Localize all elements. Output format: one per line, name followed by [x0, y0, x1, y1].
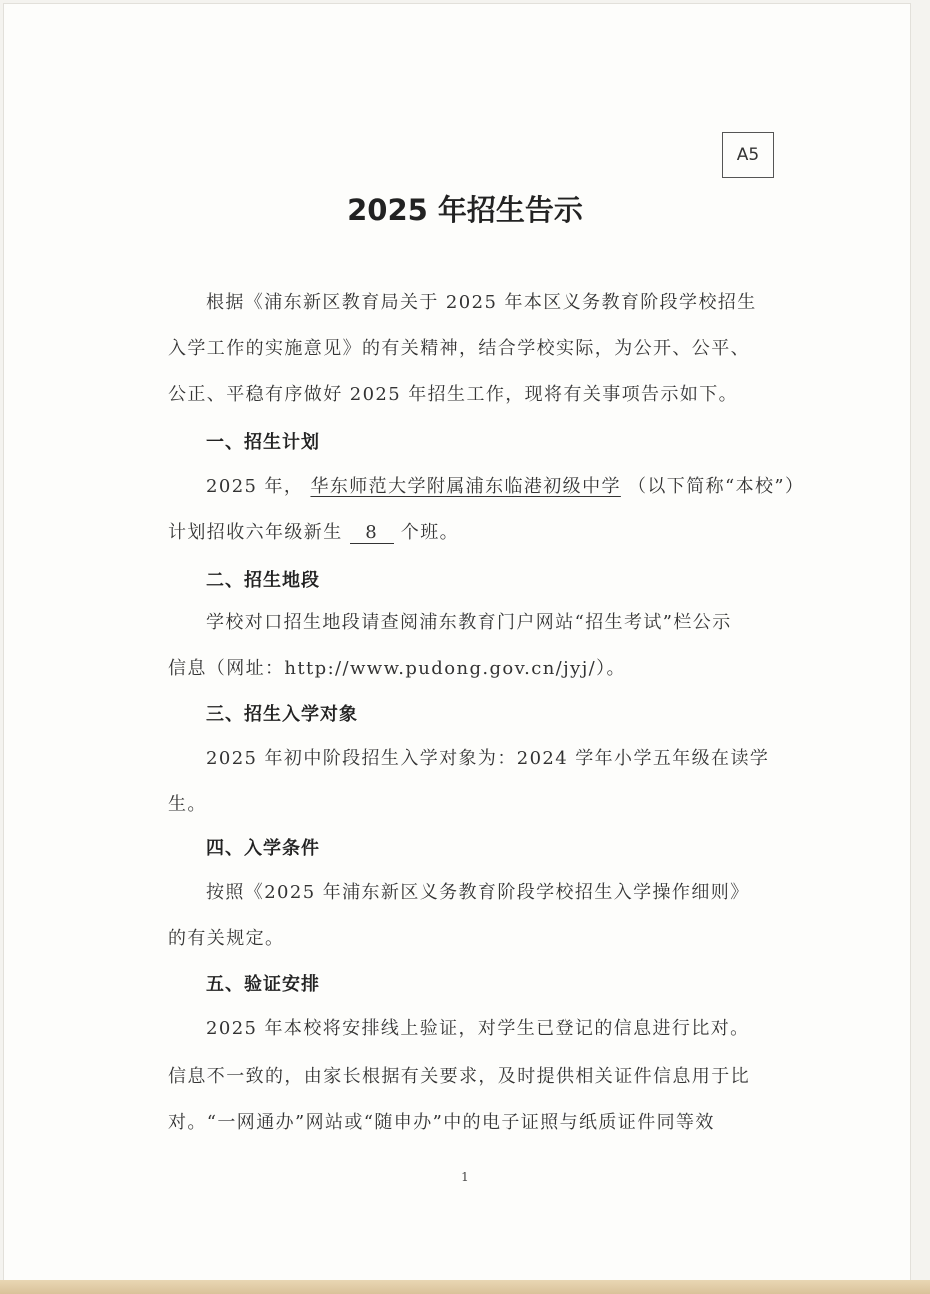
plan-line-2-pre: 计划招收六年级新生 [168, 522, 343, 543]
section-heading-conditions: 四、入学条件 [206, 838, 320, 859]
class-count: 8 [350, 523, 394, 544]
eligibility-line-1: 2025 年初中阶段招生入学对象为：2024 学年小学五年级在读学 [206, 748, 770, 769]
section-heading-eligibility: 三、招生入学对象 [206, 704, 358, 725]
plan-line-2-post: 个班。 [400, 522, 460, 543]
section-heading-district: 二、招生地段 [206, 570, 320, 591]
section-heading-verification: 五、验证安排 [206, 974, 320, 995]
eligibility-line-2: 生。 [168, 794, 207, 815]
page-title: 2025 年招生告示 [347, 193, 583, 227]
district-line-1: 学校对口招生地段请查阅浦东教育门户网站“招生考试”栏公示 [206, 612, 732, 633]
verification-line-3: 对。“一网通办”网站或“随申办”中的电子证照与纸质证件同等效 [168, 1112, 715, 1133]
page-number: 1 [461, 1170, 469, 1184]
plan-year-text: 2025 年， [206, 476, 304, 497]
section-heading-plan: 一、招生计划 [206, 432, 320, 453]
intro-line-3: 公正、平稳有序做好 2025 年招生工作，现将有关事项告示如下。 [168, 384, 739, 405]
plan-line-1 [206, 472, 804, 498]
school-name: 华东师范大学附属浦东临港初级中学 [310, 476, 621, 497]
intro-line-2: 入学工作的实施意见》的有关精神，结合学校实际，为公开、公平、 [168, 338, 750, 359]
intro-line-1: 根据《浦东新区教育局关于 2025 年本区义务教育阶段学校招生 [206, 292, 757, 313]
verification-line-1: 2025 年本校将安排线上验证，对学生已登记的信息进行比对。 [206, 1018, 750, 1039]
page-bottom-edge [0, 1280, 930, 1294]
conditions-line-2: 的有关规定。 [168, 928, 285, 949]
document-code-badge: A5 [722, 132, 774, 178]
plan-line-2 [168, 518, 459, 544]
verification-line-2: 信息不一致的，由家长根据有关要求，及时提供相关证件信息用于比 [168, 1066, 750, 1087]
plan-abbrev-text: （以下简称“本校”） [628, 476, 805, 497]
district-line-2: 信息（网址：http://www.pudong.gov.cn/jyj/）。 [168, 658, 626, 679]
conditions-line-1: 按照《2025 年浦东新区义务教育阶段学校招生入学操作细则》 [206, 882, 750, 903]
